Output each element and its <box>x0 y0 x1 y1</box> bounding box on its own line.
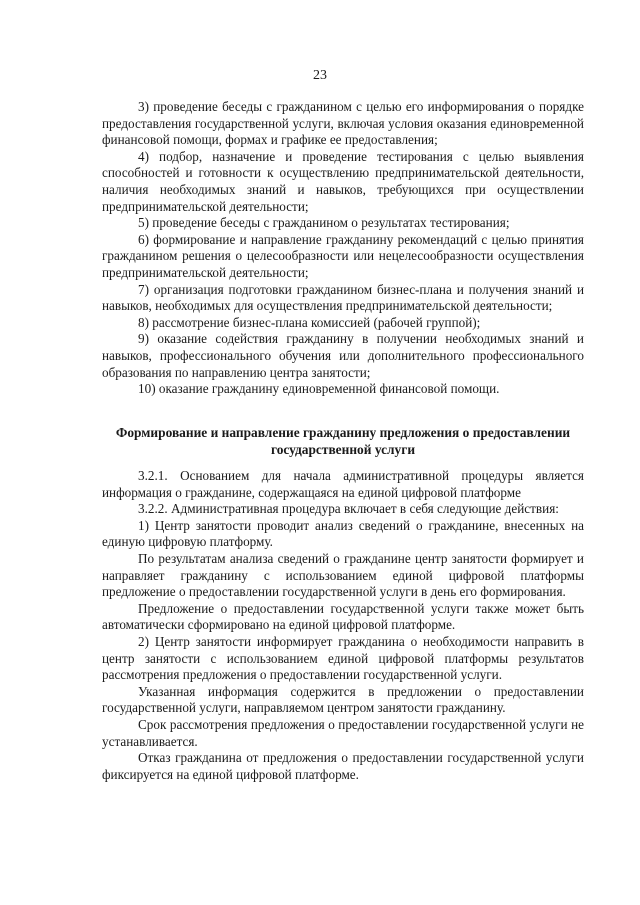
section-heading-container <box>102 424 584 458</box>
page-number: 23 <box>313 68 327 83</box>
paragraph: По результатам анализа сведений о гражданине центр занятости формирует и направляет гражданину с использованием единой цифровой платформы предложение о предоставлении государственной услуги в день его формирования. <box>102 550 584 600</box>
paragraph: 1) Центр занятости проводит анализ сведений о гражданине, внесенных на единую цифровую платформу. <box>102 517 584 550</box>
list-item: 4) подбор, назначение и проведение тестирования с целью выявления способностей и готовности к осуществлению предпринимательской деятельности, наличия необходимых знаний и навыков, требующихся при осуществлении предпринимательской деятельности; <box>102 148 584 214</box>
paragraph: 3.2.2. Административная процедура включает в себя следующие действия: <box>138 501 559 517</box>
paragraph: Срок рассмотрения предложения о предоставлении государственной услуги не устанавливается. <box>102 716 584 749</box>
paragraph: 2) Центр занятости информирует гражданина о необходимости направить в центр занятости с использованием единой цифровой платформы результатов рассмотрения предложения о предоставлении государственной услуги. <box>102 633 584 683</box>
procedure-list <box>102 99 584 398</box>
list-item: 6) формирование и направление гражданину рекомендаций с целью принятия гражданином решения о целесообразности или нецелесообразности осуществления предпринимательской деятельности; <box>102 231 584 280</box>
list-item: 9) оказание содействия гражданину в получении необходимых знаний и навыков, профессионального обучения или дополнительного профессионального образования по направлению центра занятости; <box>102 331 584 380</box>
section-body <box>102 468 584 783</box>
paragraph: Отказ гражданина от предложения о предоставлении государственной услуги фиксируется на единой цифровой платформе. <box>102 750 584 782</box>
list-item: 8) рассмотрение бизнес-плана комиссией (рабочей группой); <box>138 314 481 330</box>
paragraph: Предложение о предоставлении государственной услуги также может быть автоматически сформировано на единой цифровой платформе. <box>102 600 584 633</box>
section-heading: Формирование и направление гражданину предложения о предоставлении государственной услуги <box>115 425 571 457</box>
list-item: 5) проведение беседы с гражданином о результатах тестирования; <box>138 215 510 231</box>
paragraph: 3.2.1. Основанием для начала административной процедуры является информация о гражданине, содержащаяся на единой цифровой платформе <box>102 468 584 500</box>
list-item: 7) организация подготовки гражданином бизнес-плана и получения знаний и навыков, необходимых для осуществления предпринимательской деятельности; <box>102 281 584 314</box>
list-item: 3) проведение беседы с гражданином с целью его информирования о порядке предоставления государственной услуги, включая условия оказания единовременной финансовой помощи, формах и графике ее предоставления; <box>102 99 584 148</box>
paragraph: Указанная информация содержится в предложении о предоставлении государственной услуги, направляемом центром занятости гражданину. <box>102 683 584 716</box>
list-item: 10) оказание гражданину единовременной финансовой помощи. <box>138 381 500 397</box>
